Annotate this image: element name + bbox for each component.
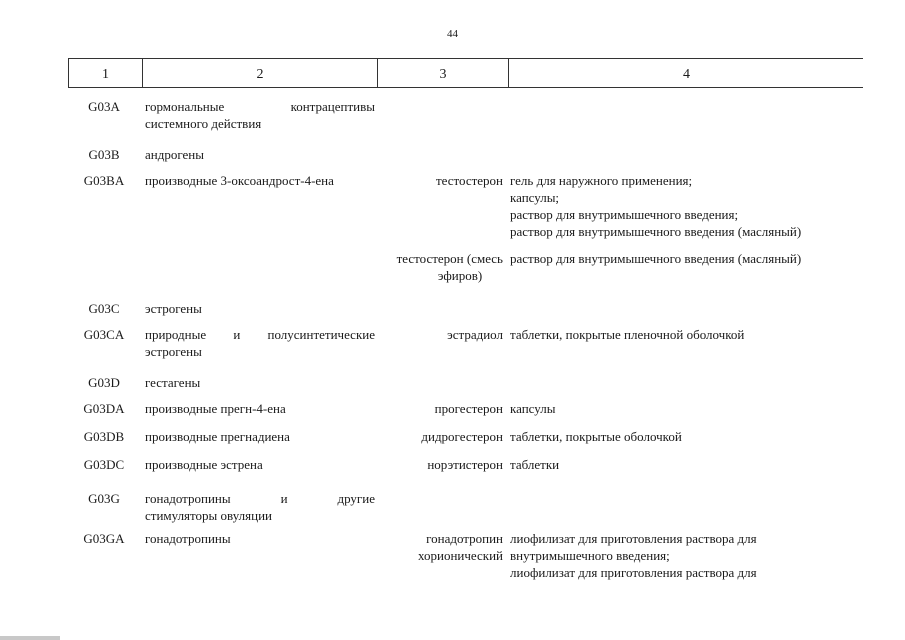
- cell-line: таблетки, покрытые пленочной оболочкой: [510, 327, 745, 342]
- cell-line: гонадотропины и другие: [145, 491, 375, 506]
- header-col-1: 1: [102, 67, 109, 82]
- cell-line: капсулы;: [510, 190, 560, 205]
- active-substance: [377, 530, 503, 564]
- cell-line: гонадотропины: [145, 531, 231, 546]
- cell-line: природные и полусинтетические: [145, 327, 375, 342]
- anatomical-therapeutic-group: [145, 172, 375, 189]
- cell-line: производные 3-оксоандрост-4-ена: [145, 173, 334, 188]
- cell-line: гормональные контрацептивы: [145, 99, 375, 114]
- atc-code: G03BA: [83, 173, 125, 188]
- dosage-forms: [510, 428, 862, 445]
- scan-edge-mark: [0, 636, 60, 640]
- anatomical-therapeutic-group: [145, 456, 375, 473]
- cell-line: производные эстрена: [145, 457, 263, 472]
- anatomical-therapeutic-group: [145, 326, 375, 360]
- cell-line: тестостерон: [435, 173, 503, 188]
- active-substance: [377, 456, 503, 473]
- cell-line: гонадотропин: [426, 531, 503, 546]
- cell-line: хорионический: [417, 548, 503, 563]
- dosage-forms: [510, 172, 862, 240]
- cell-line: таблетки: [510, 457, 560, 472]
- atc-code: G03DC: [83, 457, 125, 472]
- atc-code: G03CA: [83, 327, 125, 342]
- cell-line: раствор для внутримышечного введения;: [510, 207, 739, 222]
- cell-line: эстрогены: [145, 301, 202, 316]
- cell-line: таблетки, покрытые оболочкой: [510, 429, 682, 444]
- active-substance: [377, 250, 503, 284]
- anatomical-therapeutic-group: [145, 428, 375, 445]
- cell-line: системного действия: [145, 116, 262, 131]
- cell-line: прогестерон: [434, 401, 503, 416]
- anatomical-therapeutic-group: [145, 400, 375, 417]
- cell-line: лиофилизат для приготовления раствора для: [510, 531, 757, 546]
- cell-line: стимуляторы овуляции: [145, 508, 272, 523]
- dosage-forms: [510, 250, 862, 267]
- active-substance: [377, 172, 503, 189]
- page-number: 44: [447, 28, 458, 40]
- cell-line: эстрогены: [145, 344, 202, 359]
- atc-code: G03D: [88, 375, 120, 390]
- header-col-3: 3: [439, 67, 447, 82]
- cell-line: дидрогестерон: [421, 429, 503, 444]
- cell-line: гель для наружного применения;: [510, 173, 693, 188]
- cell-line: производные прегнадиена: [145, 429, 290, 444]
- cell-line: капсулы: [510, 401, 556, 416]
- dosage-forms: [510, 326, 862, 343]
- cell-line: тестостерон (смесь: [396, 251, 503, 266]
- cell-line: производные прегн-4-ена: [145, 401, 286, 416]
- anatomical-therapeutic-group: [145, 146, 375, 163]
- cell-line: гестагены: [145, 375, 201, 390]
- dosage-forms: [510, 530, 862, 581]
- header-col-4: 4: [683, 67, 690, 82]
- atc-code: G03C: [88, 301, 120, 316]
- atc-code: G03G: [88, 491, 120, 506]
- anatomical-therapeutic-group: [145, 530, 375, 547]
- dosage-forms: [510, 400, 862, 417]
- anatomical-therapeutic-group: [145, 490, 375, 524]
- cell-line: эстрадиол: [447, 327, 503, 342]
- atc-code: G03B: [88, 147, 120, 162]
- cell-line: внутримышечного введения;: [510, 548, 670, 563]
- active-substance: [377, 400, 503, 417]
- cell-line: лиофилизат для приготовления раствора для: [510, 565, 757, 580]
- anatomical-therapeutic-group: [145, 374, 375, 391]
- active-substance: [377, 326, 503, 343]
- active-substance: [377, 428, 503, 445]
- cell-line: норэтистерон: [427, 457, 503, 472]
- cell-line: раствор для внутримышечного введения (масляный): [510, 251, 802, 266]
- atc-code: G03A: [88, 99, 120, 114]
- atc-code: G03GA: [83, 531, 125, 546]
- dosage-forms: [510, 456, 862, 473]
- atc-code: G03DB: [83, 429, 125, 444]
- atc-code: G03DA: [83, 401, 125, 416]
- anatomical-therapeutic-group: [145, 98, 375, 132]
- header-col-2: 2: [256, 67, 264, 82]
- table-header: [68, 58, 863, 88]
- cell-line: эфиров): [437, 268, 483, 283]
- cell-line: раствор для внутримышечного введения (масляный): [510, 224, 802, 239]
- anatomical-therapeutic-group: [145, 300, 375, 317]
- cell-line: андрогены: [145, 147, 204, 162]
